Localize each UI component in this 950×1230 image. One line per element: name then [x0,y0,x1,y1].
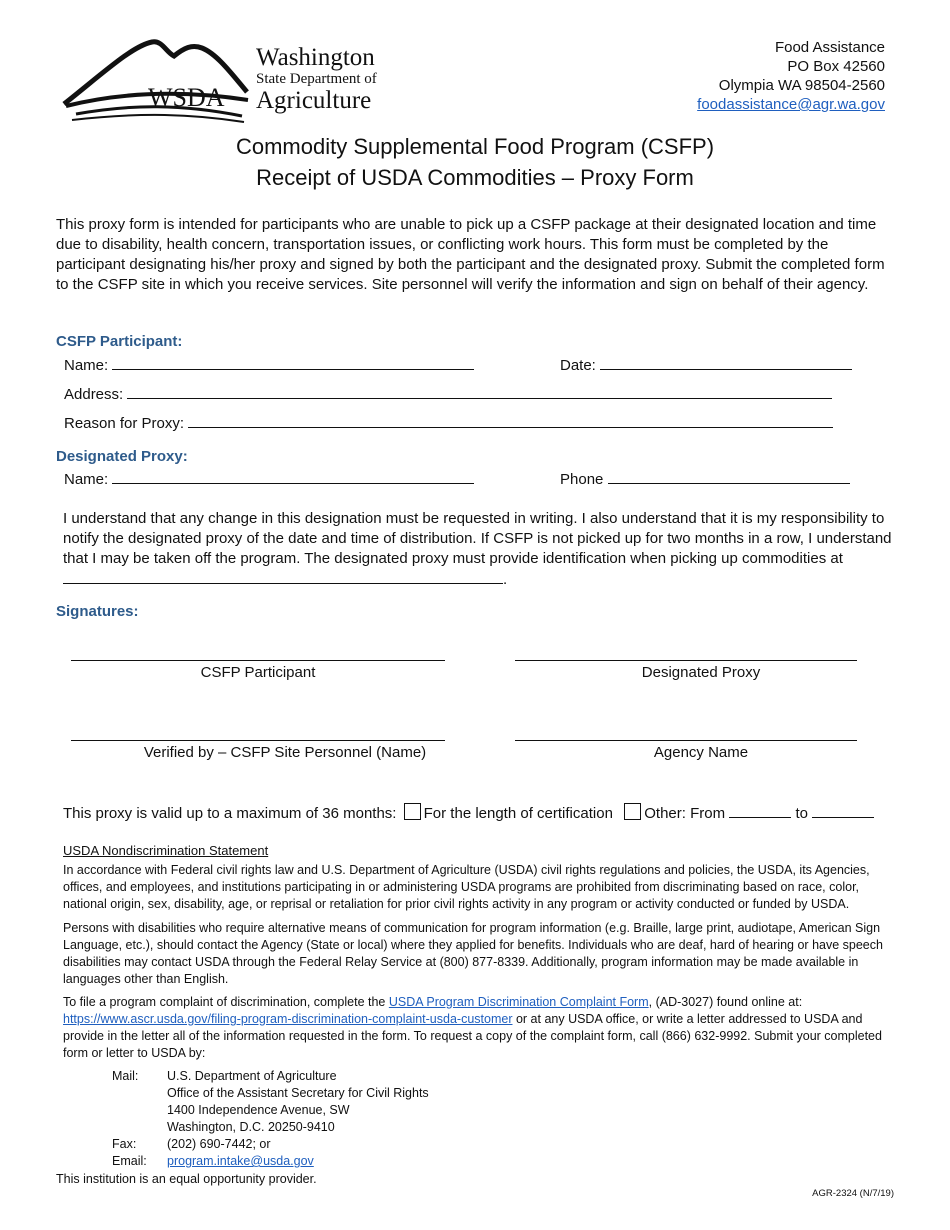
usda-email-link[interactable]: program.intake@usda.gov [167,1154,314,1168]
equal-opportunity-statement: This institution is an equal opportunity provider. [56,1172,317,1186]
agreement-text: I understand that any change in this designation must be requested in writing. I also understand that it is my responsibility to notify the designated proxy of the date and time of distribution. If CSFP is not picked up for two months in a row, I understand that I may be taken off the program. The designated proxy must provide identification when picking up commodities at [63,510,892,567]
validity-row [63,803,874,822]
other-from-label: Other: From [644,805,726,822]
proxy-phone-label: Phone [560,471,604,488]
participant-address-label: Address: [64,386,124,403]
participant-heading: CSFP Participant: [56,333,183,350]
ascr-url-link[interactable]: https://www.ascr.usda.gov/filing-program-discrimination-complaint-usda-customer [63,1012,513,1026]
pickup-location-line[interactable] [63,569,503,584]
department-name [256,44,377,113]
title-line2: Receipt of USDA Commodities – Proxy Form [256,165,694,190]
proxy-name-label: Name: [64,471,109,488]
dept-line3: Agriculture [256,87,372,114]
to-label: to [795,805,808,822]
signatures-heading: Signatures: [56,603,139,620]
participant-date-line[interactable] [600,355,852,370]
fax-number: (202) 690-7442; or [167,1137,271,1151]
participant-date-field[interactable] [560,355,852,374]
p3-text-a: To file a program complaint of discrimination, complete the [63,995,389,1009]
participant-address-field[interactable] [64,384,832,403]
proxy-name-field[interactable] [64,469,474,488]
logo-wsda-text: WSDA [148,83,225,112]
proxy-name-line[interactable] [112,469,474,484]
proxy-signature-line[interactable] [515,660,857,661]
agency-name-label: Agency Name [653,744,749,761]
mail-label: Mail: [112,1069,139,1083]
verified-by-line[interactable] [71,740,445,741]
agency-name-line[interactable] [515,740,857,741]
to-date-line[interactable] [812,803,874,818]
participant-signature-line[interactable] [71,660,445,661]
contact-email-link[interactable]: foodassistance@agr.wa.gov [697,96,885,113]
fax-label: Fax: [112,1137,137,1151]
form-id: AGR-2324 (N/7/19) [812,1188,894,1199]
form-title [0,131,950,193]
mail-line3: 1400 Independence Avenue, SW [167,1103,350,1117]
nondiscrimination-p1: In accordance with Federal civil rights law and U.S. Department of Agriculture (USDA) civil rights regulations and policies, the USDA, its Agencies, offices, and employees, and institutions participating in or administering USDA programs are prohibited from discriminating based on race, color, national origin, sex, disability, age, or reprisal or retaliation for prior civil rights activity in any program or activity conducted or funded by USDA. [63,863,870,911]
nondiscrimination-p3 [63,994,893,1062]
mail-line1: U.S. Department of Agriculture [167,1069,337,1083]
from-date-line[interactable] [729,803,791,818]
agreement-end: . [503,571,508,588]
participant-name-label: Name: [64,357,109,374]
p3-text-c: or at any USDA office, or write a letter addressed to USDA and provide in the letter all of the information requested in the form. To request a copy of the complaint form, call (866) 632-9992. Submit your completed form or letter to USDA by: [63,1012,882,1060]
address-line1: Food Assistance [774,39,885,56]
usda-contact-table [112,1068,429,1170]
validity-text: This proxy is valid up to a maximum of 36 months: [63,805,397,822]
dept-line1: Washington [256,44,375,71]
proxy-signature-label: Designated Proxy [641,664,761,681]
other-checkbox[interactable] [624,803,641,820]
title-line1: Commodity Supplemental Food Program (CSFP) [235,134,715,159]
verified-by-label: Verified by – CSFP Site Personnel (Name) [143,744,427,761]
proxy-phone-field[interactable] [560,469,850,488]
participant-name-field[interactable] [64,355,474,374]
mail-line4: Washington, D.C. 20250-9410 [167,1120,335,1134]
agreement-paragraph [63,509,895,590]
participant-reason-line[interactable] [188,413,833,428]
participant-name-line[interactable] [112,355,474,370]
participant-address-line[interactable] [127,384,832,399]
nondiscrimination-heading: USDA Nondiscrimination Statement [63,843,269,858]
address-line3: Olympia WA 98504-2560 [718,77,885,94]
mail-line2: Office of the Assistant Secretary for Civil Rights [167,1086,429,1100]
dept-line2: State Department of [256,71,377,87]
nondiscrimination-p2: Persons with disabilities who require alternative means of communication for program information (e.g. Braille, large print, audiotape, American Sign Language, etc.), should contact the Agency (State or local) where they applied for benefits. Individuals who are deaf, hard of hearing or have speech disabilities may contact USDA through the Federal Relay Service at (800) 877-8339. Additionally, program information may be made available in languages other than English. [63,921,883,986]
complaint-form-link[interactable]: USDA Program Discrimination Complaint Form [388,995,649,1009]
certification-checkbox[interactable] [404,803,421,820]
p3-text-b: , (AD-3027) found online at: [648,995,803,1009]
participant-signature-label: CSFP Participant [200,664,316,681]
certification-label: For the length of certification [423,805,613,822]
intro-paragraph: This proxy form is intended for participants who are unable to pick up a CSFP package at their designated location and time due to disability, health concern, transportation issues, or conflicting work hours. This form must be completed by the participant designating his/her proxy and signed by both the participant and the designated proxy. Submit the completed form to the CSFP site in which you receive services. Site personnel will verify the information and sign on behalf of their agency. [56,216,885,293]
participant-reason-label: Reason for Proxy: [64,415,185,432]
email-label: Email: [112,1154,147,1168]
participant-date-label: Date: [560,357,596,374]
proxy-phone-line[interactable] [608,469,850,484]
participant-reason-field[interactable] [64,413,833,432]
proxy-heading: Designated Proxy: [56,448,188,465]
contact-address [697,38,885,114]
address-line2: PO Box 42560 [787,58,885,75]
